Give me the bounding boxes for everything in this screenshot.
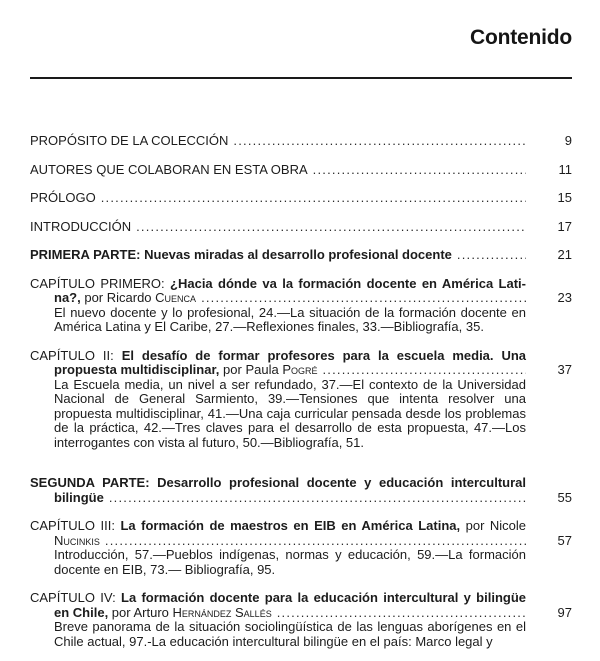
- entry-heading-line: [30, 191, 572, 206]
- text-segment: AUTORES QUE COLABORAN EN ESTA OBRA: [30, 161, 308, 177]
- dot-leader: [109, 491, 526, 506]
- entry-heading-line: [54, 363, 572, 378]
- text-segment: PRÓLOGO: [30, 190, 96, 205]
- text-segment: SEGUNDA PARTE: Desarrollo profesional docente y educación intercultural: [30, 475, 526, 490]
- toc-entry: [30, 248, 572, 263]
- text-segment: CAPÍTULO II:: [30, 347, 122, 363]
- page-number: 23: [557, 290, 572, 305]
- entry-heading-text: [54, 491, 104, 506]
- author-name: Nucinkis: [54, 532, 100, 548]
- text-segment: CAPÍTULO PRIMERO:: [30, 275, 171, 291]
- page-number: 11: [558, 161, 572, 177]
- text-segment: por Paula: [223, 362, 283, 377]
- text-segment: na?,: [54, 290, 85, 305]
- text-segment: PRIMERA PARTE: Nuevas miradas al desarrollo profesional docente: [30, 247, 452, 262]
- entry-heading-line: [30, 476, 572, 491]
- entry-heading-text: [30, 276, 526, 291]
- toc-entry: [30, 591, 572, 649]
- text-segment: ¿Hacia dónde va la formación docente en América Lati-: [170, 275, 526, 291]
- page-number: 15: [557, 190, 572, 205]
- entry-heading-line: [30, 349, 572, 364]
- entry-heading-text: [30, 475, 526, 490]
- toc-entries: [30, 134, 572, 649]
- dot-leader: [105, 534, 526, 549]
- dot-leader: [101, 191, 526, 206]
- entry-heading-line: [54, 606, 572, 621]
- text-segment: PROPÓSITO DE LA COLECCIÓN: [30, 133, 229, 148]
- text-segment: La formación de maestros en EIB en América Latina,: [120, 518, 466, 533]
- page-title: Contenido: [469, 26, 572, 49]
- page-number: 37: [557, 362, 572, 377]
- dot-leader: [323, 363, 527, 378]
- entry-description: Introducción, 57.—Pueblos indígenas, normas y educación, 59.—La formación docente en EIB, 73.— Bibliografía, 95.: [54, 547, 526, 577]
- entry-heading-text: [30, 163, 308, 178]
- entry-heading-text: [54, 363, 318, 378]
- entry-heading-line: [30, 220, 572, 235]
- entry-heading-line: [30, 277, 572, 292]
- author-name: Cuenca: [155, 290, 197, 305]
- text-segment: por Ricardo: [84, 290, 156, 305]
- toc-entry: [30, 191, 572, 206]
- toc-entry: [30, 519, 572, 577]
- entry-heading-text: [30, 590, 526, 605]
- text-segment: por Arturo: [111, 604, 173, 620]
- author-name: Hernández Sallés: [172, 604, 272, 620]
- dot-leader: [233, 134, 526, 149]
- page-number: 57: [557, 532, 572, 548]
- text-segment: por Nicole: [465, 518, 527, 533]
- entry-heading-text: [30, 191, 96, 206]
- text-segment: propuesta multidisciplinar,: [54, 362, 224, 377]
- author-name: Pogré: [282, 362, 318, 377]
- entry-heading-line: [54, 491, 572, 506]
- dot-leader: [313, 163, 526, 178]
- entry-heading-line: [54, 291, 572, 306]
- toc-entry: [30, 349, 572, 451]
- page-number: 17: [557, 218, 572, 234]
- text-segment: CAPÍTULO III:: [30, 518, 121, 533]
- entry-heading-line: [30, 248, 572, 263]
- entry-heading-line: [30, 591, 572, 606]
- toc-entry: [30, 476, 572, 505]
- entry-heading-text: [30, 518, 526, 533]
- entry-heading-text: [54, 606, 272, 621]
- entry-heading-text: [30, 220, 131, 235]
- text-segment: CAPÍTULO IV:: [30, 590, 122, 605]
- entry-heading-text: [30, 348, 526, 363]
- text-segment: La formación docente para la educación intercultural y bilingüe: [121, 590, 526, 605]
- page-number: 55: [557, 489, 572, 505]
- dot-leader: [277, 606, 526, 621]
- toc-entry: [30, 220, 572, 235]
- text-segment: INTRODUCCIÓN: [30, 218, 132, 234]
- entry-heading-line: [54, 534, 572, 549]
- entry-description: La Escuela media, un nivel a ser refundado, 37.—El contexto de la Universidad Nacional de General Sarmiento, 39.—Tensiones que intenta resolver una propuesta multidisciplinar, 41.—Una caja curricular pensada desde los problemas de la práctica, 42.—Tres claves para el desarrollo de esta propuesta, 47.—Los interrogantes con vista al futuro, 50.—Bibliografía, 51.: [54, 376, 526, 450]
- dot-leader: [201, 291, 526, 306]
- entry-heading-line: [30, 134, 572, 149]
- toc-entry: [30, 277, 572, 335]
- toc-entry: [30, 134, 572, 149]
- page-number: 9: [564, 133, 572, 148]
- entry-heading-line: [30, 519, 572, 534]
- entry-heading-line: [30, 163, 572, 178]
- entry-heading-text: [54, 534, 100, 549]
- text-segment: bilingüe: [54, 489, 104, 505]
- entry-heading-text: [30, 248, 452, 263]
- toc-entry: [30, 163, 572, 178]
- dot-leader: [457, 248, 526, 263]
- page-number: 97: [557, 604, 572, 620]
- entry-description: Breve panorama de la situación sociolingüística de las lenguas aborígenes en el Chile actual, 97.-La educación intercultural bilingüe en el país: Marco legal y: [54, 619, 526, 649]
- entry-heading-text: [54, 291, 196, 306]
- text-segment: en Chile,: [54, 604, 112, 620]
- text-segment: El desafío de formar profesores para la escuela media. Una: [121, 347, 526, 363]
- header-rule: [30, 77, 572, 79]
- page-number: 21: [557, 247, 572, 262]
- entry-description: El nuevo docente y lo profesional, 24.—La situación de la formación docente en América Latina y El Caribe, 27.—Reflexiones finales, 33.—Bibliografía, 35.: [54, 304, 526, 334]
- entry-heading-text: [30, 134, 228, 149]
- dot-leader: [136, 220, 526, 235]
